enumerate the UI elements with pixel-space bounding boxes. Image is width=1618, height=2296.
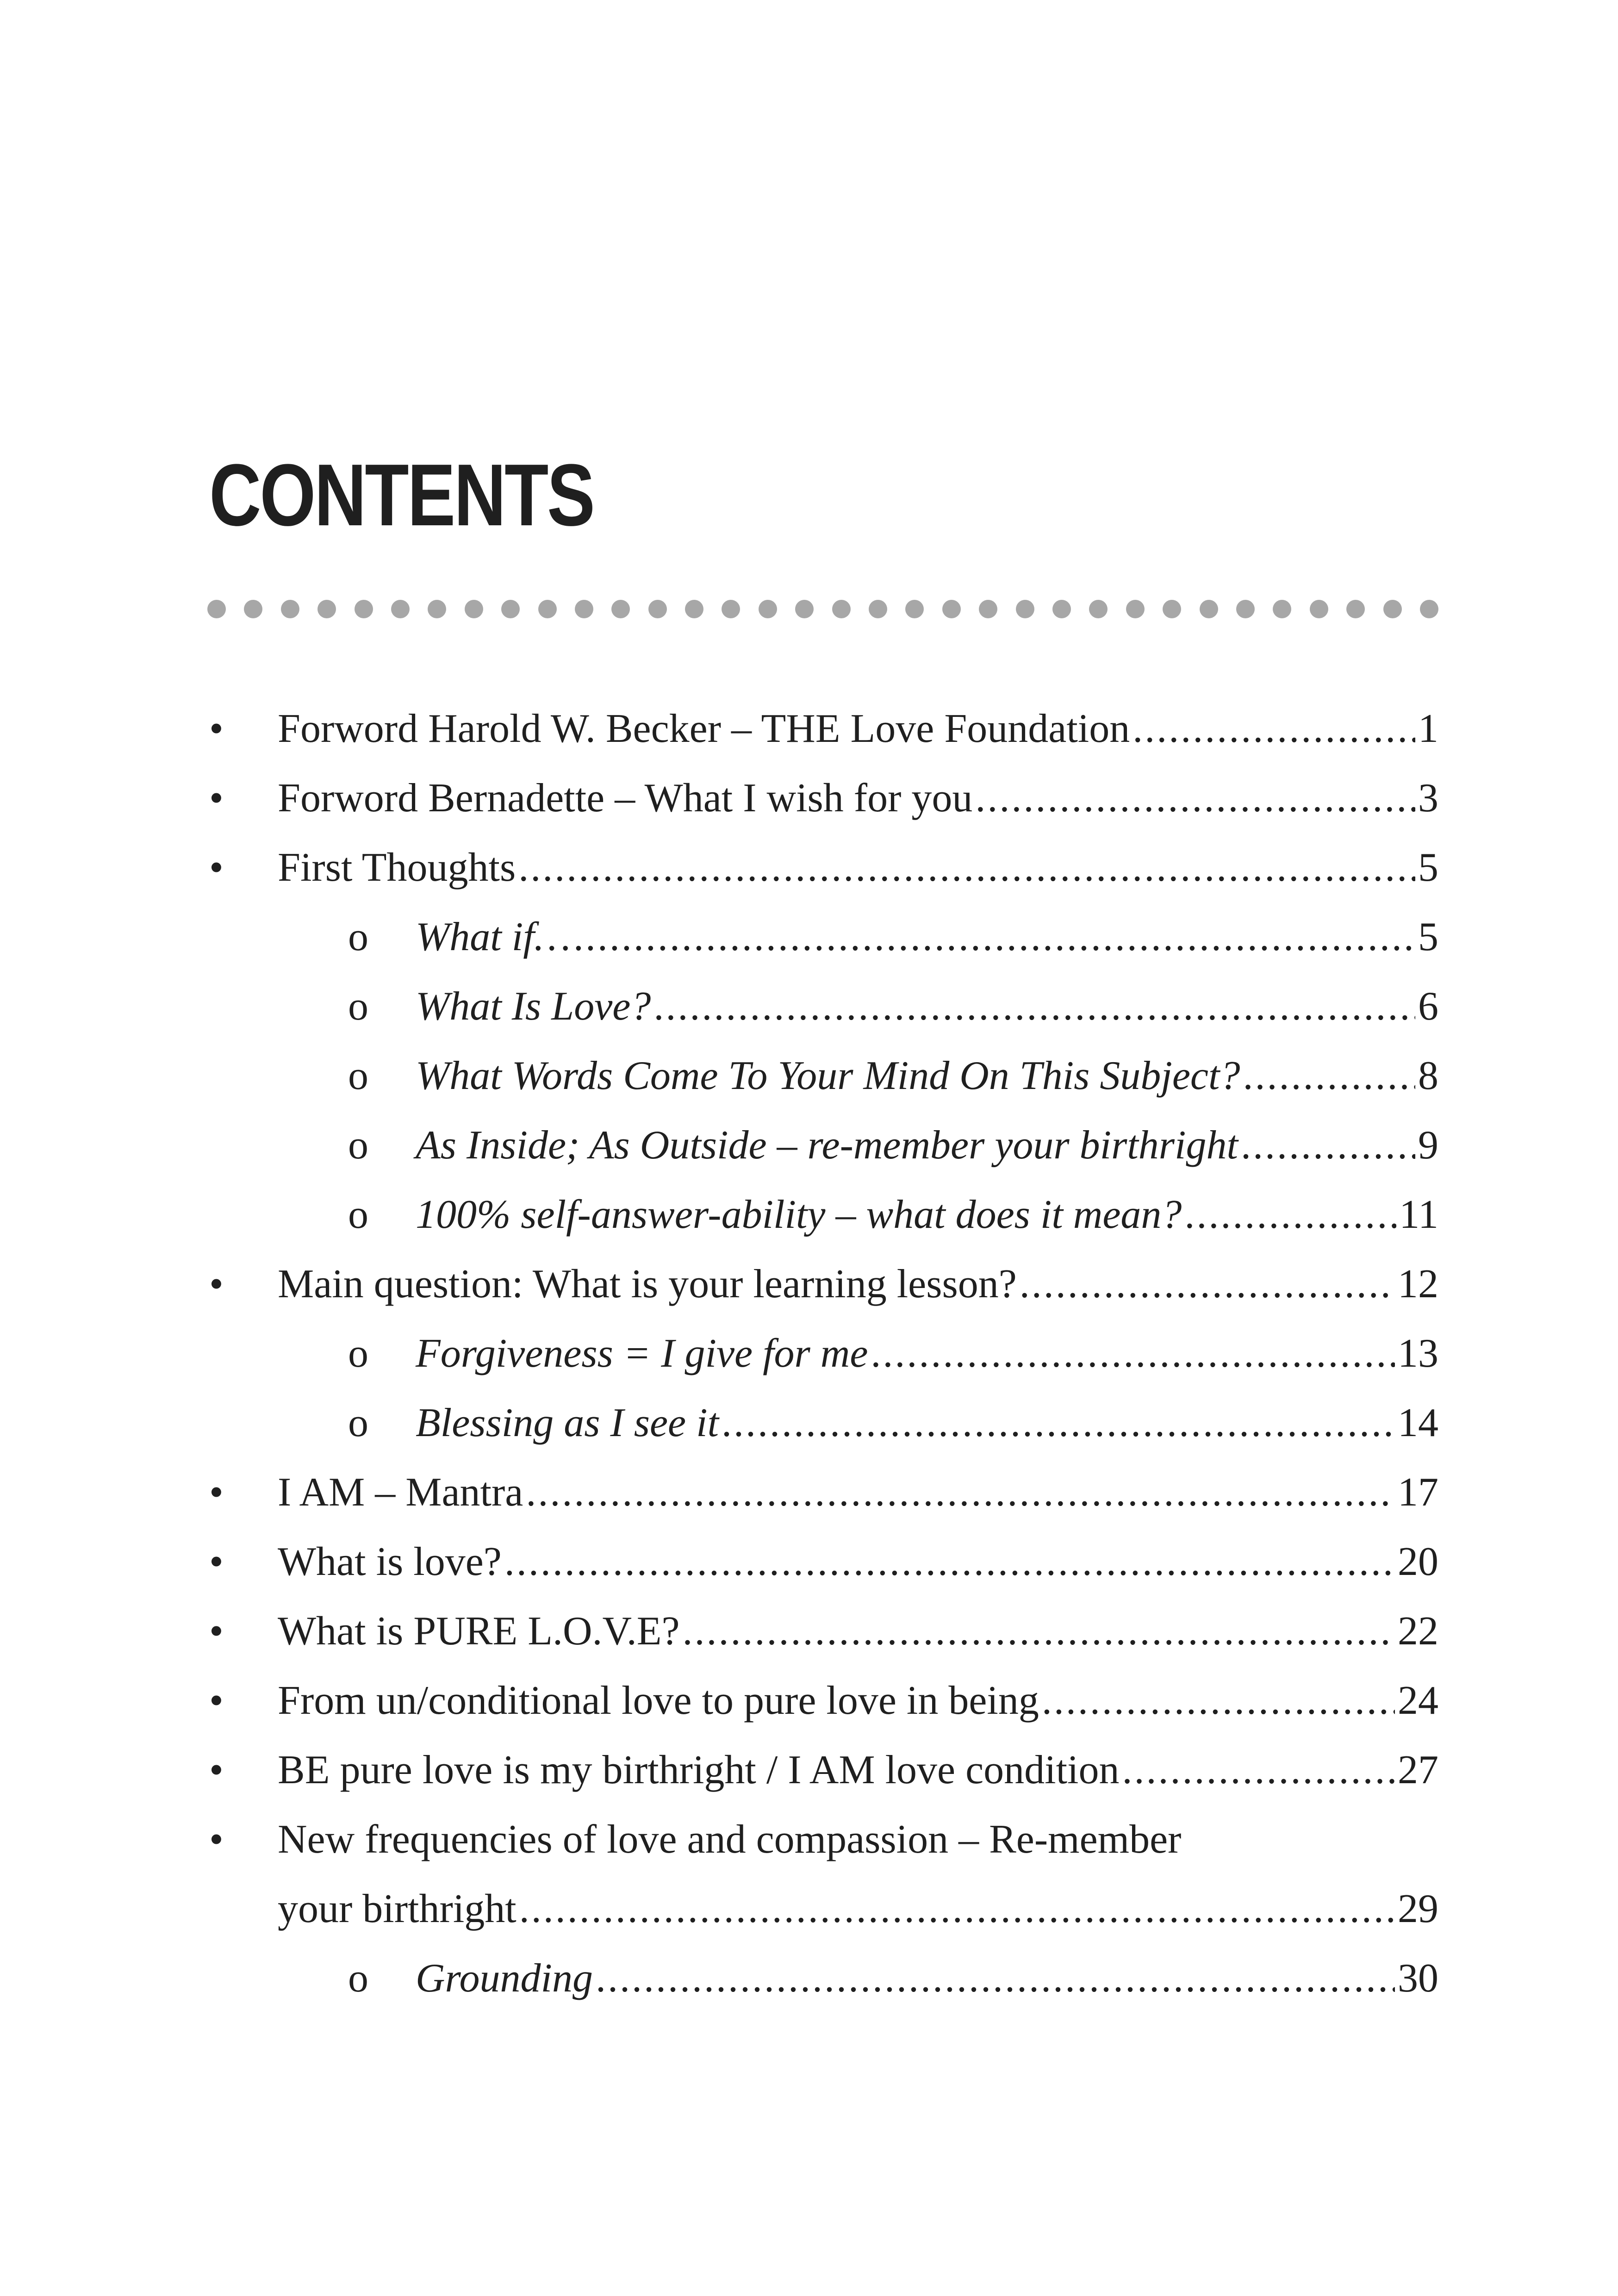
page-number: 22 <box>1398 1609 1438 1654</box>
sub-bullet-marker: o <box>348 915 368 959</box>
page-number: 14 <box>1398 1400 1438 1445</box>
toc-entry-title: Forword Harold W. Becker – THE Love Foundation <box>278 706 1130 751</box>
toc-entry-title: What is PURE L.O.V.E? <box>278 1609 680 1654</box>
divider-dot <box>501 600 520 618</box>
table-of-contents <box>209 694 1438 2013</box>
bullet-marker: • <box>209 1748 224 1792</box>
sub-bullet-marker: o <box>348 1123 368 1168</box>
divider-dot <box>795 600 814 618</box>
dotted-divider <box>207 599 1438 619</box>
toc-subentry[interactable] <box>209 972 1438 1041</box>
toc-subentry[interactable] <box>209 902 1438 972</box>
dot-leader <box>526 1458 1395 1527</box>
sub-bullet-marker: o <box>348 1053 368 1098</box>
dot-leader <box>1243 1041 1415 1111</box>
divider-dot <box>1310 600 1328 618</box>
page-title: CONTENTS <box>209 446 594 544</box>
dot-leader <box>1133 694 1415 764</box>
bullet-marker: • <box>209 1678 224 1723</box>
divider-dot <box>1383 600 1402 618</box>
divider-dot <box>832 600 851 618</box>
toc-entry-continuation[interactable] <box>209 1874 1438 1944</box>
dot-leader <box>518 833 1415 902</box>
toc-entry-title: First Thoughts <box>278 845 516 890</box>
toc-entry[interactable] <box>209 1666 1438 1736</box>
toc-entry-title: New frequencies of love and compassion – Re-member <box>278 1817 1182 1862</box>
divider-dot <box>685 600 703 618</box>
divider-dot <box>942 600 961 618</box>
page-number: 20 <box>1398 1539 1438 1584</box>
toc-entry[interactable] <box>209 1458 1438 1527</box>
divider-dot <box>244 600 262 618</box>
divider-dot <box>575 600 593 618</box>
toc-entry-title: As Inside; As Outside – re-member your birthright <box>416 1123 1238 1168</box>
page-number: 13 <box>1398 1331 1438 1376</box>
toc-subentry[interactable] <box>209 1041 1438 1111</box>
bullet-marker: • <box>209 1539 224 1584</box>
sub-bullet-marker: o <box>348 984 368 1029</box>
dot-leader <box>1020 1250 1395 1319</box>
divider-dot <box>1016 600 1034 618</box>
dot-leader <box>871 1319 1395 1388</box>
page-number: 11 <box>1399 1192 1438 1237</box>
divider-dot <box>1346 600 1365 618</box>
bullet-marker: • <box>209 1609 224 1654</box>
toc-entry[interactable] <box>209 1736 1438 1805</box>
divider-dot <box>648 600 667 618</box>
divider-dot <box>979 600 997 618</box>
toc-entry-title: What Is Love? <box>416 984 651 1029</box>
divider-dot <box>391 600 410 618</box>
toc-entry[interactable] <box>209 1250 1438 1319</box>
bullet-marker: • <box>209 1470 224 1515</box>
toc-entry[interactable] <box>209 1805 1438 1874</box>
page-number: 5 <box>1418 845 1438 890</box>
dot-leader <box>1184 1180 1396 1250</box>
toc-subentry[interactable] <box>209 1388 1438 1458</box>
toc-entry[interactable] <box>209 1597 1438 1666</box>
page-number: 24 <box>1398 1678 1438 1723</box>
divider-dot <box>1089 600 1108 618</box>
toc-entry-title: Grounding <box>416 1956 593 2001</box>
divider-dot <box>1126 600 1145 618</box>
dot-leader <box>653 972 1415 1041</box>
bullet-marker: • <box>209 706 224 751</box>
page-number: 3 <box>1418 776 1438 821</box>
sub-bullet-marker: o <box>348 1331 368 1376</box>
toc-entry-title: What is love? <box>278 1539 502 1584</box>
bullet-marker: • <box>209 1817 224 1862</box>
divider-dot <box>207 600 226 618</box>
bullet-marker: • <box>209 845 224 890</box>
dot-leader <box>1241 1111 1415 1180</box>
divider-dot <box>1200 600 1218 618</box>
divider-dot <box>1273 600 1291 618</box>
page-number: 5 <box>1418 915 1438 959</box>
page-number: 6 <box>1418 984 1438 1029</box>
toc-subentry[interactable] <box>209 1180 1438 1250</box>
toc-entry-title: Blessing as I see it <box>416 1400 719 1445</box>
toc-entry-title: From un/conditional love to pure love in being <box>278 1678 1039 1723</box>
divider-dot <box>759 600 777 618</box>
dot-leader <box>1122 1736 1395 1805</box>
divider-dot <box>538 600 557 618</box>
dot-leader <box>1042 1666 1395 1736</box>
toc-entry-title: I AM – Mantra <box>278 1470 523 1515</box>
toc-entry[interactable] <box>209 694 1438 764</box>
divider-dot <box>281 600 299 618</box>
divider-dot <box>1163 600 1181 618</box>
dot-leader <box>573 902 1415 972</box>
toc-entry-title-continued: your birthright <box>278 1886 517 1931</box>
dot-leader <box>975 764 1415 833</box>
toc-entry[interactable] <box>209 833 1438 902</box>
bullet-marker: • <box>209 1262 224 1307</box>
divider-dot <box>905 600 924 618</box>
divider-dot <box>611 600 630 618</box>
page-number: 27 <box>1398 1748 1438 1792</box>
divider-dot <box>355 600 373 618</box>
toc-entry-title: What if… <box>416 915 571 959</box>
sub-bullet-marker: o <box>348 1400 368 1445</box>
divider-dot <box>465 600 483 618</box>
bullet-marker: • <box>209 776 224 821</box>
toc-entry-title: 100% self-answer-ability – what does it mean? <box>416 1192 1182 1237</box>
toc-entry[interactable] <box>209 764 1438 833</box>
sub-bullet-marker: o <box>348 1956 368 2001</box>
toc-entry-title: Forword Bernadette – What I wish for you <box>278 776 973 821</box>
toc-entry-title: What Words Come To Your Mind On This Subject? <box>416 1053 1240 1098</box>
dot-leader <box>504 1527 1395 1597</box>
page-number: 9 <box>1418 1123 1438 1168</box>
toc-subentry[interactable] <box>209 1111 1438 1180</box>
page-number: 29 <box>1398 1886 1438 1931</box>
divider-dot <box>428 600 446 618</box>
page-number: 1 <box>1418 706 1438 751</box>
toc-subentry[interactable] <box>209 1944 1438 2013</box>
toc-entry-title: Forgiveness = I give for me <box>416 1331 868 1376</box>
toc-entry-title: Main question: What is your learning lesson? <box>278 1262 1017 1307</box>
toc-subentry[interactable] <box>209 1319 1438 1388</box>
dot-leader <box>596 1944 1395 2013</box>
divider-dot <box>722 600 740 618</box>
toc-entry-title: BE pure love is my birthright / I AM love condition <box>278 1748 1120 1792</box>
sub-bullet-marker: o <box>348 1192 368 1237</box>
page-number: 30 <box>1398 1956 1438 2001</box>
dot-leader <box>519 1874 1395 1944</box>
page-number: 17 <box>1398 1470 1438 1515</box>
divider-dot <box>1052 600 1071 618</box>
divider-dot <box>869 600 887 618</box>
page-number: 8 <box>1418 1053 1438 1098</box>
divider-dot <box>1236 600 1255 618</box>
divider-dot <box>1420 600 1438 618</box>
dot-leader <box>722 1388 1395 1458</box>
dot-leader <box>683 1597 1395 1666</box>
page-number: 12 <box>1398 1262 1438 1307</box>
divider-dot <box>317 600 336 618</box>
toc-entry[interactable] <box>209 1527 1438 1597</box>
